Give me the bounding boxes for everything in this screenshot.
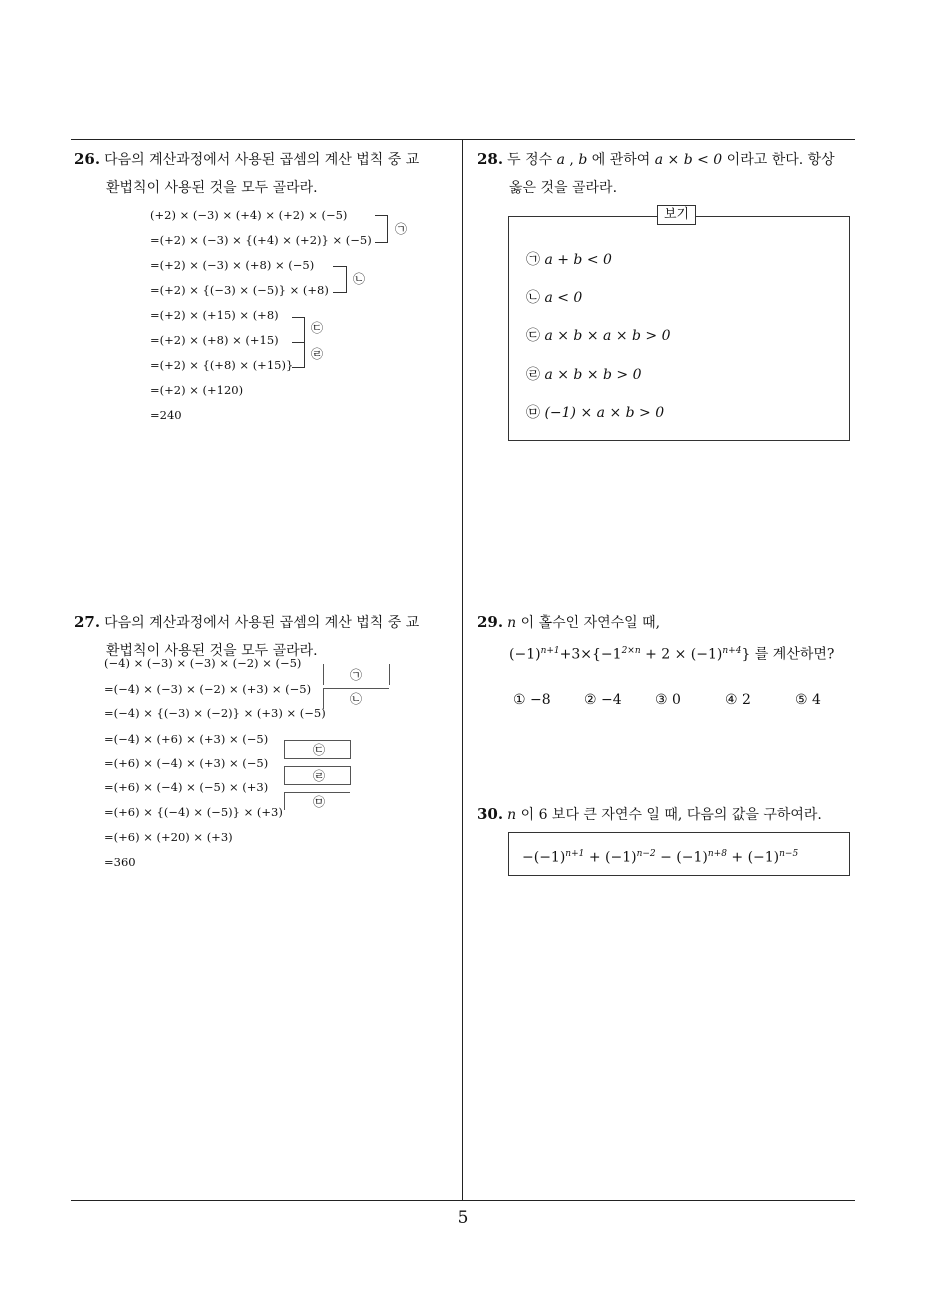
var-n: n	[507, 807, 517, 823]
text: ,	[564, 152, 579, 168]
bracket	[333, 266, 347, 293]
choice-4: ④ 2	[725, 692, 751, 708]
expr: (−1) × a × b > 0	[544, 405, 665, 421]
step: =(+6) × (−4) × (+3) × (−5)	[104, 756, 269, 770]
step: =(+2) × (+15) × (+8)	[150, 308, 279, 322]
mark: ㉡	[350, 692, 363, 706]
mark: ㉠	[395, 222, 408, 236]
choice-3: ③ 0	[655, 692, 681, 708]
option-2	[526, 289, 582, 307]
mark: ㉢	[526, 328, 540, 344]
mark: ㉡	[526, 290, 540, 306]
expr: a × b × b > 0	[544, 367, 642, 383]
top-rule	[71, 139, 855, 140]
term: + (−1)	[726, 849, 780, 866]
step: =(+6) × {(−4) × (−5)} × (+3)	[104, 805, 283, 819]
var-a: a	[556, 152, 565, 168]
column-divider	[462, 139, 463, 1200]
question-number: 27.	[74, 613, 101, 631]
expr: a + b < 0	[544, 252, 612, 268]
mark: ㉢	[313, 743, 326, 757]
term: + (−1)	[584, 849, 637, 866]
term: +3×{−1	[559, 646, 622, 663]
mark: ㉠	[526, 252, 540, 268]
text: 에 관하여	[587, 152, 655, 168]
bracket	[375, 215, 388, 243]
text: 두 정수	[507, 152, 557, 168]
question-28	[477, 145, 862, 202]
question-number: 28.	[477, 150, 504, 168]
question-29	[477, 608, 862, 669]
exponent: n+1	[540, 646, 560, 656]
question-text-line1: 다음의 계산과정에서 사용된 곱셈의 계산 법칙 중 교	[104, 152, 420, 168]
bracket	[292, 317, 305, 343]
page-number: 5	[457, 1208, 469, 1228]
choice-2: ② −4	[584, 692, 622, 708]
step: =(−4) × (+6) × (+3) × (−5)	[104, 732, 269, 746]
step: =(+2) × (−3) × (+8) × (−5)	[150, 258, 315, 272]
q26-steps	[150, 203, 372, 428]
mark: ㉣	[526, 367, 540, 383]
question-text-line2: 환법칙이 사용된 것을 모두 골라라.	[106, 180, 318, 196]
mark: ㉡	[353, 272, 366, 286]
step: =(+2) × (+8) × (+15)	[150, 333, 279, 347]
mark: ㉤	[526, 405, 540, 421]
step: =(−4) × (−3) × (−2) × (+3) × (−5)	[104, 682, 312, 696]
choice-5: ⑤ 4	[795, 692, 821, 708]
step: =(+2) × {(+8) × (+15)}	[150, 358, 294, 372]
mark: ㉠	[350, 668, 363, 682]
option-5	[526, 404, 664, 422]
question-text: 이 6 보다 큰 자연수 일 때, 다음의 값을 구하여라.	[516, 807, 822, 823]
step: =(−4) × {(−3) × (−2)} × (+3) × (−5)	[104, 706, 326, 720]
step: =(+2) × {(−3) × (−5)} × (+8)	[150, 283, 329, 297]
mark: ㉣	[313, 769, 326, 783]
exponent: n+8	[707, 849, 727, 859]
term: }	[741, 646, 751, 663]
expr: a < 0	[544, 290, 583, 306]
question-number: 26.	[74, 150, 101, 168]
step: =(+6) × (+20) × (+3)	[104, 830, 233, 844]
option-3	[526, 327, 671, 345]
text: 이라고 한다. 항상	[722, 152, 835, 168]
step: =(+6) × (−4) × (−5) × (+3)	[104, 780, 269, 794]
exponent: n−5	[779, 849, 799, 859]
exponent: n+1	[565, 849, 585, 859]
q30-expression	[522, 845, 798, 867]
mark: ㉣	[311, 347, 324, 361]
question-text: 이 홀수인 자연수일 때,	[516, 615, 661, 631]
step: =240	[150, 408, 182, 422]
bracket	[292, 342, 305, 368]
choice-1: ① −8	[513, 692, 551, 708]
question-text-line1: 다음의 계산과정에서 사용된 곱셈의 계산 법칙 중 교	[104, 615, 420, 631]
expr: a × b × a × b > 0	[544, 328, 671, 344]
term: − (−1)	[655, 849, 708, 866]
step: =(+2) × (+120)	[150, 383, 244, 397]
question-number: 30.	[477, 805, 504, 823]
mark: ㉢	[311, 321, 324, 335]
option-4	[526, 366, 642, 384]
condition: a × b < 0	[654, 152, 723, 168]
step: =(+2) × (−3) × {(+4) × (+2)} × (−5)	[150, 233, 372, 247]
question-26	[74, 145, 459, 202]
option-1	[526, 251, 612, 269]
question-30	[477, 800, 862, 829]
term: (−1)	[509, 646, 541, 663]
exponent: n+4	[722, 646, 742, 656]
exponent: n−2	[636, 849, 656, 859]
expression	[477, 637, 862, 669]
var-n: n	[507, 615, 517, 631]
question-text-line2: 옳은 것을 골라라.	[509, 180, 618, 196]
question-number: 29.	[477, 613, 504, 631]
step: (−4) × (−3) × (−3) × (−2) × (−5)	[104, 656, 302, 670]
step: (+2) × (−3) × (+4) × (+2) × (−5)	[150, 208, 348, 222]
bottom-rule	[71, 1200, 855, 1201]
question-tail: 를 계산하면?	[750, 646, 835, 663]
question-text-line2: 환법칙이 사용된 것을 모두 골라라.	[106, 643, 318, 659]
step: =360	[104, 855, 136, 869]
term: −(−1)	[522, 849, 566, 866]
term: + 2 × (−1)	[640, 646, 723, 663]
example-box-title: 보기	[657, 205, 696, 225]
mark: ㉤	[313, 795, 326, 809]
exponent: 2×n	[621, 646, 641, 656]
var-b: b	[578, 152, 588, 168]
